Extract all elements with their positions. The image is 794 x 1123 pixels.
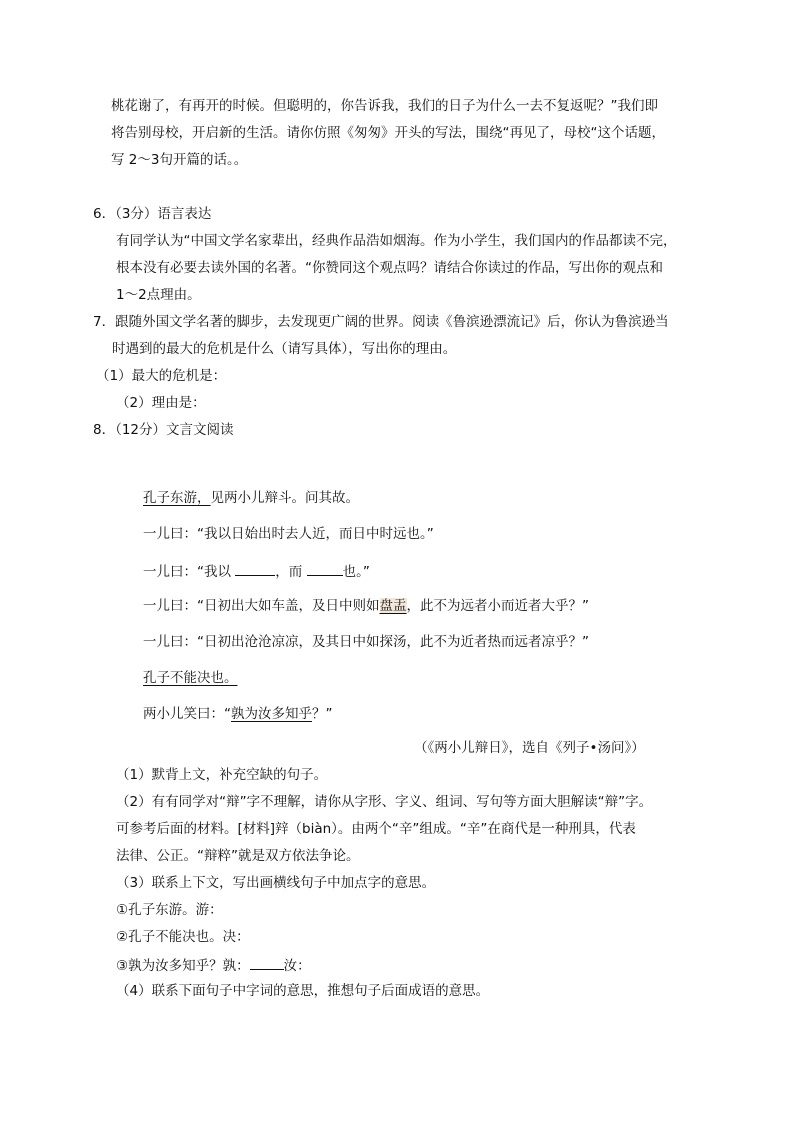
q8-heading: 8．（12分）文言文阅读 xyxy=(93,422,234,438)
passage-line-4-end: ，此不为远者小而近者大乎？” xyxy=(406,598,589,614)
passage-underlined-sentence: 孔子不能决也。 xyxy=(143,670,238,686)
q8-sub-2-line-3: 法律、公正。“辩粹”就是双方依法争论。 xyxy=(116,848,360,864)
highlighted-word: 盘盂 xyxy=(379,598,407,614)
passage-line-4 xyxy=(143,597,589,615)
q8-item-3-end: 汝： xyxy=(283,958,311,974)
passage-source: （《两小儿辩日》，选自《列子•汤问》） xyxy=(414,740,645,756)
q7-sub-2: （2）理由是： xyxy=(116,395,206,411)
passage-line-7-start: 两小儿笑曰：“ xyxy=(143,706,231,722)
q8-sub-2-line-1: （2）有有同学对“辩”字不理解，请你从字形、字义、组词、写句等方面大胆解读“辩”字。 xyxy=(116,794,653,810)
intro-line-2: 将告别母校，开启新的生活。请你仿照《匆匆》开头的写法，围绕“再见了，母校“这个话题， xyxy=(111,125,665,141)
passage-line-1 xyxy=(143,489,359,507)
q8-item-3-start: ③孰为汝多知乎？孰： xyxy=(116,958,250,974)
q8-item-2: ②孔子不能决也。决： xyxy=(116,929,250,945)
q8-sub-2-line-2: 可参考后面的材料。[材料]辡（biàn）。由两个“辛”组成。“辛”在商代是一种刑具，代表 xyxy=(116,821,636,837)
passage-line-3-start: 一儿曰：“我以 xyxy=(143,564,236,580)
passage-line-2: 一儿曰：“我以日始出时去人近，而日中时远也。” xyxy=(143,526,434,542)
q7-sub-1: （1）最大的危机是： xyxy=(96,368,227,384)
q6-line-2: 根本没有必要去读外国的名著。“你赞同这个观点吗？请结合你读过的作品，写出你的观点和 xyxy=(116,260,663,276)
intro-line-3: 写 2～3句开篇的话。。 xyxy=(111,152,248,168)
q8-sub-1: （1）默背上文，补充空缺的句子。 xyxy=(116,767,328,783)
passage-line-5: 一儿曰：“日初出沧沧凉凉，及其日中如探汤，此不为近者热而远者凉乎？” xyxy=(143,634,589,650)
fill-blank-1[interactable] xyxy=(235,561,275,576)
q6-heading: 6．（3分）语言表达 xyxy=(93,206,212,222)
q6-line-1: 有同学认为“中国文学名家辈出，经典作品浩如烟海。作为小学生，我们国内的作品都读不完， xyxy=(116,233,677,249)
passage-line-1-rest: 见两小儿辩斗。问其故。 xyxy=(210,490,359,506)
q8-sub-4: （4）联系下面句子中字词的意思，推想句子后面成语的意思。 xyxy=(116,983,490,999)
passage-line-4-start: 一儿曰：“日初出大如车盖，及日中则如 xyxy=(143,598,380,614)
fill-blank-3[interactable] xyxy=(250,955,284,970)
intro-line-1: 桃花谢了，有再开的时候。但聪明的，你告诉我，我们的日子为什么一去不复返呢？”我们即 xyxy=(111,98,658,114)
q7-line-2: 时遇到的最大的危机是什么（请写具体），写出你的理由。 xyxy=(112,341,457,357)
q8-item-3 xyxy=(116,955,311,975)
passage-line-7-end: ？” xyxy=(312,706,333,722)
passage-line-7 xyxy=(143,705,333,723)
fill-blank-2[interactable] xyxy=(307,561,343,576)
passage-line-3-end: 也。” xyxy=(342,564,370,580)
q6-line-3: 1～2点理由。 xyxy=(116,287,201,303)
q8-sub-3: （3）联系上下文，写出画横线句子中加点字的意思。 xyxy=(116,875,436,891)
passage-underlined-phrase-1: 孔子东游， xyxy=(143,490,211,506)
passage-line-3-mid: ，而 xyxy=(275,564,307,580)
passage-line-3 xyxy=(143,561,370,581)
q7-line-1: 7．跟随外国文学名著的脚步，去发现更广阔的世界。阅读《鲁滨逊漂流记》后，你认为鲁滨逊当 xyxy=(93,314,669,330)
q8-item-1: ①孔子东游。游： xyxy=(116,902,223,918)
passage-underlined-question: 孰为汝多知乎 xyxy=(231,706,312,722)
